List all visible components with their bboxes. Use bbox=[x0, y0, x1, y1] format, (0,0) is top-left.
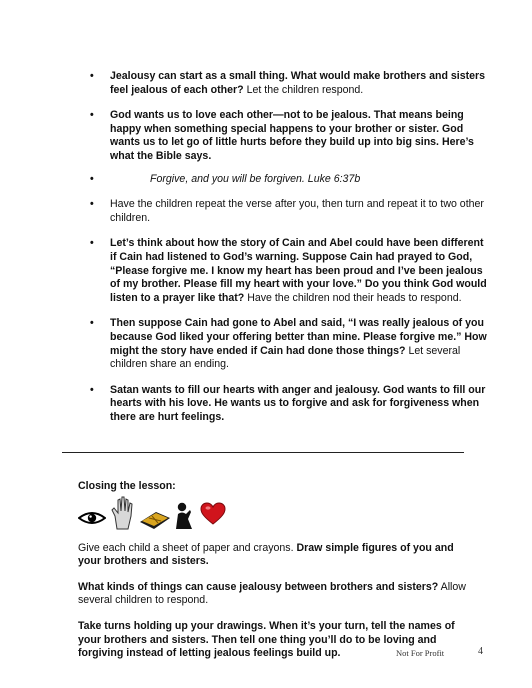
bullet-text-normal: Have the children nod their heads to respond. bbox=[247, 291, 462, 304]
para-text-bold: Draw simple figures of you and your brothers and sisters. bbox=[78, 541, 454, 568]
closing-para-drawing bbox=[78, 542, 478, 569]
bullet-suppose-cain bbox=[90, 317, 490, 371]
section-divider bbox=[62, 452, 464, 453]
bible-book-icon bbox=[138, 508, 172, 530]
bullet-text-normal: Let the children respond. bbox=[246, 83, 364, 96]
eye-icon bbox=[78, 510, 106, 526]
page-number: 4 bbox=[478, 646, 483, 657]
footer-not-for-profit: Not For Profit bbox=[396, 648, 445, 658]
verse-item bbox=[90, 173, 490, 187]
para-text-normal: Allow several children to respond. bbox=[78, 580, 466, 607]
bullet-satan bbox=[90, 384, 490, 425]
bullet-text-normal: Have the children repeat the verse after you, then turn and repeat it to two other children. bbox=[110, 198, 484, 224]
activity-icons bbox=[78, 496, 238, 532]
heart-icon bbox=[200, 502, 226, 526]
hand-icon bbox=[110, 496, 136, 530]
page-footer bbox=[0, 648, 532, 666]
bullet-text-bold: Satan wants to fill our hearts with anger and jealousy. God wants to fill our hearts with his love. He wants us to forgive and ask for forgiveness when there are hurt feelings. bbox=[110, 383, 486, 423]
bullet-text-bold: Let’s think about how the story of Cain and Abel could have been different if Cain had listened to God’s warning. Suppose Cain had prayed to God, “Please forgive me. I know my heart has been proud and I’ve been jealous of my brother. Please fill my heart with your love.” Do you think God would listen to a prayer like that? bbox=[110, 237, 487, 304]
para-text-bold: What kinds of things can cause jealousy between brothers and sisters? bbox=[78, 580, 439, 593]
bullet-text-bold: Jealousy can start as a small thing. What would make brothers and sisters feel jealous of each other? bbox=[110, 70, 486, 96]
bullet-text-bold: Then suppose Cain had gone to Abel and said, “I was really jealous of you because God liked your offering better than mine. Please forgive me.” How might the story have ended if Cain had done those things? bbox=[110, 317, 487, 357]
bullet-repeat-verse bbox=[90, 198, 490, 225]
closing-heading: Closing the lesson: bbox=[78, 480, 176, 492]
bullet-cain-abel bbox=[90, 237, 490, 305]
para-text-normal: Give each child a sheet of paper and crayons. bbox=[78, 541, 294, 554]
bullet-text-normal: Let several children share an ending. bbox=[110, 344, 461, 371]
closing-para-kinds bbox=[78, 581, 478, 608]
bullet-jealousy-small bbox=[90, 70, 490, 97]
bullet-god-wants-love bbox=[90, 109, 490, 163]
bible-verse: • Forgive, and you will be forgiven. Luke 6:37b bbox=[150, 172, 361, 185]
lesson-bullets bbox=[90, 70, 490, 436]
bullet-text-bold: God wants us to love each other—not to be jealous. That means being happy when something special happens to your brother or sister. God wants us to let go of little hurts before they build up into big sins. Here’s what the Bible says. bbox=[110, 109, 474, 162]
para-text-bold: Take turns holding up your drawings. When it’s your turn, tell the names of your brothers and sisters. Then tell one thing you’ll do to be loving and forgiving instead of letting jealous feelings build up. bbox=[78, 619, 455, 660]
praying-child-icon bbox=[172, 502, 196, 530]
